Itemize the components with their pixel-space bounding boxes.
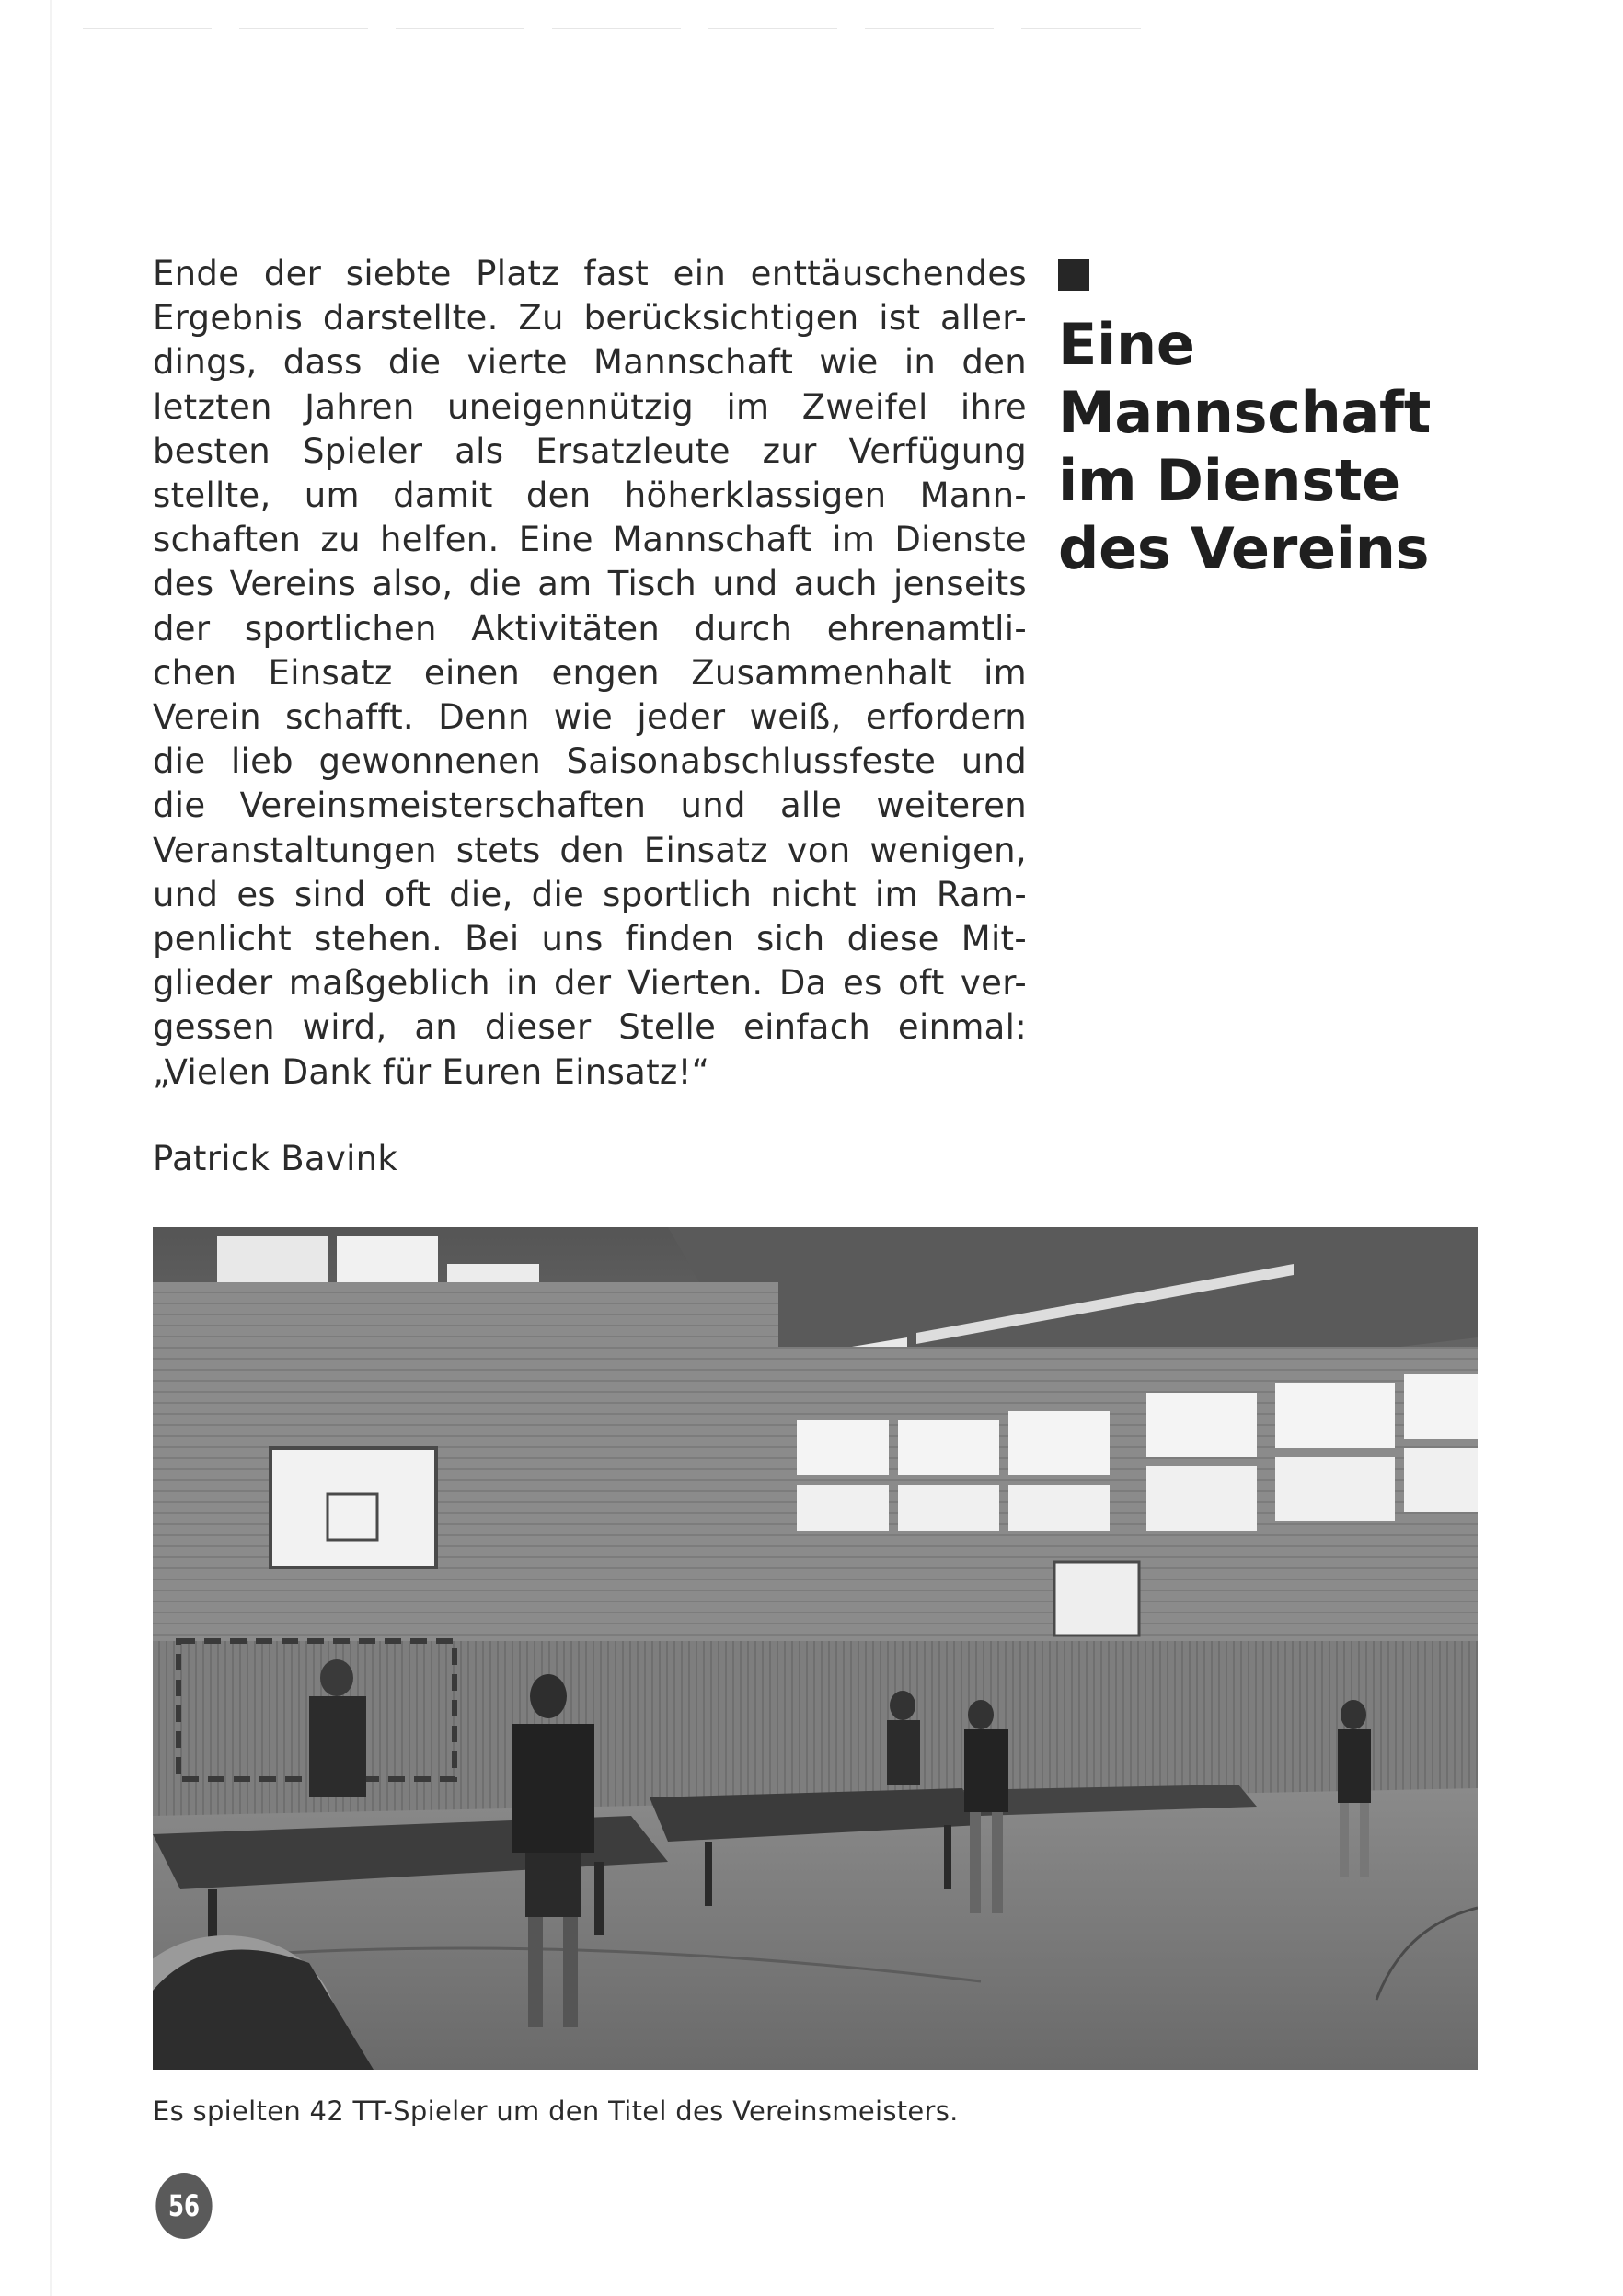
article-line: dings, dass die vierte Mannschaft wie in den: [153, 342, 1027, 383]
article-author: Patrick Bavink: [153, 1139, 398, 1178]
scan-artifact: [83, 28, 1141, 29]
heading-bullet-square: [1058, 259, 1089, 291]
article-line: schaften zu helfen. Eine Mannschaft im Dienste: [153, 520, 1027, 560]
article-line: penlicht stehen. Bei uns finden sich diese Mit-: [153, 919, 1027, 959]
heading-line: Eine: [1058, 311, 1195, 378]
photo-caption: Es spielten 42 TT-Spieler um den Titel des Vereinsmeisters.: [153, 2095, 959, 2127]
heading-line: im Dienste: [1058, 447, 1400, 514]
article-body: [153, 252, 1027, 1095]
article-line: Veranstaltungen stets den Einsatz von wenigen,: [153, 830, 1027, 870]
article-line: letzten Jahren uneigennützig im Zweifel ihre: [153, 386, 1027, 427]
article-line: Ende der siebte Platz fast ein enttäuschendes: [153, 254, 1027, 293]
heading-line: Mannschaft: [1058, 379, 1432, 446]
article-line: besten Spieler als Ersatzleute zur Verfügung: [153, 430, 1027, 471]
article-line: Verein schafft. Denn wie jeder weiß, erfordern: [153, 697, 1027, 738]
article-line: chen Einsatz einen engen Zusammenhalt im: [153, 652, 1027, 693]
article-line: „Vielen Dank für Euren Einsatz!“: [153, 1051, 710, 1092]
article-line: gessen wird, an dieser Stelle einfach einmal:: [153, 1007, 1027, 1048]
page-number-badge: 56: [155, 2173, 212, 2239]
scan-edge: [50, 0, 52, 2296]
article-line: glieder maßgeblich in der Vierten. Da es oft ver-: [153, 963, 1027, 1004]
article-line: und es sind oft die, die sportlich nicht im Ram-: [153, 874, 1027, 914]
gym-photo: [153, 1227, 1478, 2070]
section-heading: [1058, 311, 1491, 583]
article-line: der sportlichen Aktivitäten durch ehrenamtli-: [153, 608, 1027, 649]
article-line: die Vereinsmeisterschaften und alle weiteren: [153, 786, 1027, 826]
article-line: stellte, um damit den höherklassigen Mann-: [153, 476, 1027, 516]
section-heading-block: [1058, 259, 1491, 583]
article-line: die lieb gewonnenen Saisonabschlussfeste und: [153, 741, 1027, 782]
article-line: Ergebnis darstellte. Zu berücksichtigen ist aller-: [153, 298, 1027, 339]
heading-line: des Vereins: [1058, 515, 1430, 582]
article-line: des Vereins also, die am Tisch und auch jenseits: [153, 564, 1027, 604]
